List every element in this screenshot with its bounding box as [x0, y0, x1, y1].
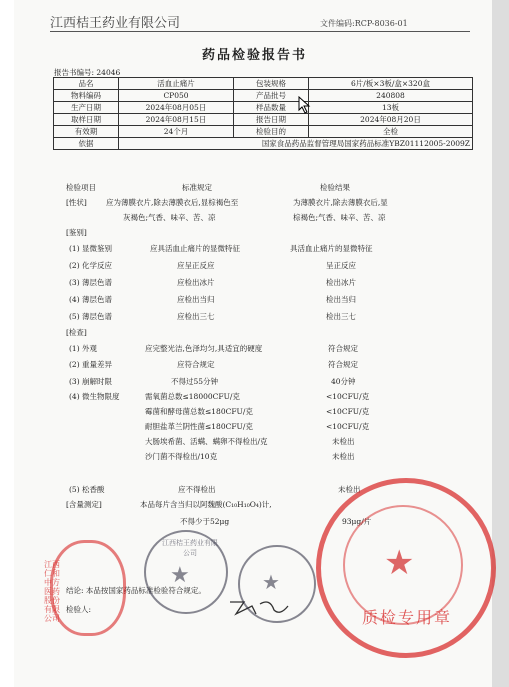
check-std: 应完整光洁,色泽均匀,具适宜的硬度: [145, 344, 263, 353]
ident-label: [鉴别]: [66, 228, 87, 237]
qc-stamp-label: 质检专用章: [362, 608, 453, 627]
header-rule: [50, 31, 470, 32]
info-cell: 报告日期: [234, 114, 309, 126]
info-cell: 取样日期: [54, 114, 119, 126]
col-header-item: 检验项目: [66, 183, 96, 192]
conclusion-text: 结论: 本品按国家药品标准检验符合规定。: [66, 586, 206, 595]
info-cell: 2024年08月15日: [119, 114, 234, 126]
document-code: 文件编码:RCP-8036-01: [320, 19, 408, 28]
check-name: (2) 重量差异: [69, 360, 113, 369]
micro-std: 需氧菌总数≤18000CFU/克: [145, 392, 240, 401]
micro-name: (4) 微生物限度: [69, 392, 120, 401]
info-cell: 样品数量: [234, 102, 309, 114]
signer-label: 检验人:: [66, 605, 92, 614]
info-cell: 活血止痛片: [119, 78, 234, 90]
micro-result: 未检出: [332, 437, 355, 446]
mouse-cursor-icon: [298, 96, 312, 114]
info-cell: 物料编码: [54, 90, 119, 102]
ident-name: (1) 显微鉴别: [69, 244, 113, 253]
ident-result: 呈正反应: [326, 261, 356, 270]
table-row: [54, 114, 473, 126]
table-row: [54, 102, 473, 114]
assay-std-line1: 本品每片含当归以阿魏酸(C₁₀H₁₀O₄)计,: [140, 500, 272, 509]
assay-result: 93μg/片: [342, 517, 372, 526]
ident-result: 检出三七: [326, 312, 356, 321]
ident-name: (3) 薄层色谱: [69, 278, 113, 287]
info-table: [53, 77, 473, 150]
info-cell: 依据: [54, 138, 119, 150]
assay-label: [含量测定]: [66, 500, 102, 509]
info-cell: 品名: [54, 78, 119, 90]
musk-std: 应不得检出: [178, 485, 216, 494]
traits-std-line1: 应为薄膜衣片,除去薄膜衣后,显棕褐色至: [106, 198, 239, 207]
info-cell: 24个月: [119, 126, 234, 138]
assay-std-line2: 不得少于52μg: [180, 517, 230, 526]
info-cell: 有效期: [54, 126, 119, 138]
traits-label: [性状]: [66, 198, 87, 207]
stamp-star-icon: ★: [262, 570, 280, 594]
musk-result: 未检出: [338, 485, 361, 494]
traits-std-line2: 灰褐色;气香、味辛、苦、凉: [123, 213, 216, 222]
company-stamp-text: 江西桔王药业有限公司: [162, 539, 218, 557]
table-row: [54, 78, 473, 90]
micro-std: 霉菌和酵母菌总数≤180CFU/克: [145, 407, 253, 416]
ident-result: 具活血止痛片的显微特征: [290, 244, 373, 253]
micro-result: <10CFU/克: [326, 392, 370, 401]
micro-std: 沙门菌不得检出/10克: [145, 452, 218, 461]
check-name: (1) 外观: [69, 344, 98, 353]
musk-name: (5) 松香酸: [69, 485, 105, 494]
stamp-star-icon: ★: [384, 543, 415, 583]
col-header-result: 检验结果: [320, 183, 350, 192]
info-cell: 240808: [309, 90, 473, 102]
report-number: 报告书编号: 24046: [54, 68, 121, 77]
table-row: [54, 90, 473, 102]
check-name: (3) 崩解时限: [69, 377, 113, 386]
check-result: 符合规定: [328, 360, 358, 369]
info-cell: 生产日期: [54, 102, 119, 114]
info-cell: CP050: [119, 90, 234, 102]
info-cell: 6片/板×3板/盒×320盒: [309, 78, 473, 90]
ident-result: 检出冰片: [326, 278, 356, 287]
table-row: [54, 138, 473, 150]
micro-result: <10CFU/克: [326, 407, 370, 416]
check-label: [检查]: [66, 328, 87, 337]
micro-result: <10CFU/克: [326, 422, 370, 431]
info-cell: 2024年08月05日: [119, 102, 234, 114]
ident-std: 应检出当归: [177, 295, 215, 304]
info-cell: 全检: [309, 126, 473, 138]
micro-result: 未检出: [332, 452, 355, 461]
ident-std: 应检出三七: [177, 312, 215, 321]
traits-result-line1: 为薄膜衣片,除去薄膜衣后,显: [293, 198, 388, 207]
info-cell: 2024年08月20日: [309, 114, 473, 126]
info-cell: 国家食品药品监督管理局国家药品标准YBZ01112005-2009Z: [119, 138, 473, 150]
info-cell: 检验目的: [234, 126, 309, 138]
left-stamp-text: 江西仁和中方医药股份有限公司: [44, 560, 60, 623]
info-cell: 13板: [309, 102, 473, 114]
ident-name: (5) 薄层色谱: [69, 312, 113, 321]
ident-name: (2) 化学反应: [69, 261, 113, 270]
ident-std: 应呈正反应: [177, 261, 215, 270]
ident-name: (4) 薄层色谱: [69, 295, 113, 304]
check-result: 符合规定: [328, 344, 358, 353]
micro-std: 大肠埃希菌、活螨、螨卵不得检出/克: [145, 437, 268, 446]
info-cell: 包装规格: [234, 78, 309, 90]
check-std: 不得过55分钟: [171, 377, 219, 386]
ident-std: 应检出冰片: [177, 278, 215, 287]
ident-std: 应具活血止痛片的显微特征: [150, 244, 240, 253]
check-result: 40分钟: [331, 377, 356, 386]
stamp-star-icon: ★: [170, 563, 190, 588]
traits-result-line2: 棕褐色;气香、味辛、苦、凉: [293, 213, 386, 222]
info-cell: 产品批号: [234, 90, 309, 102]
micro-std: 耐胆盐革兰阴性菌≤180CFU/克: [145, 422, 253, 431]
check-std: 应符合规定: [177, 360, 215, 369]
page-title: 药品检验报告书: [201, 48, 307, 63]
table-row: [54, 126, 473, 138]
col-header-std: 标准规定: [182, 183, 212, 192]
ident-result: 检出当归: [326, 295, 356, 304]
company-header: 江西桔王药业有限公司: [50, 16, 181, 31]
